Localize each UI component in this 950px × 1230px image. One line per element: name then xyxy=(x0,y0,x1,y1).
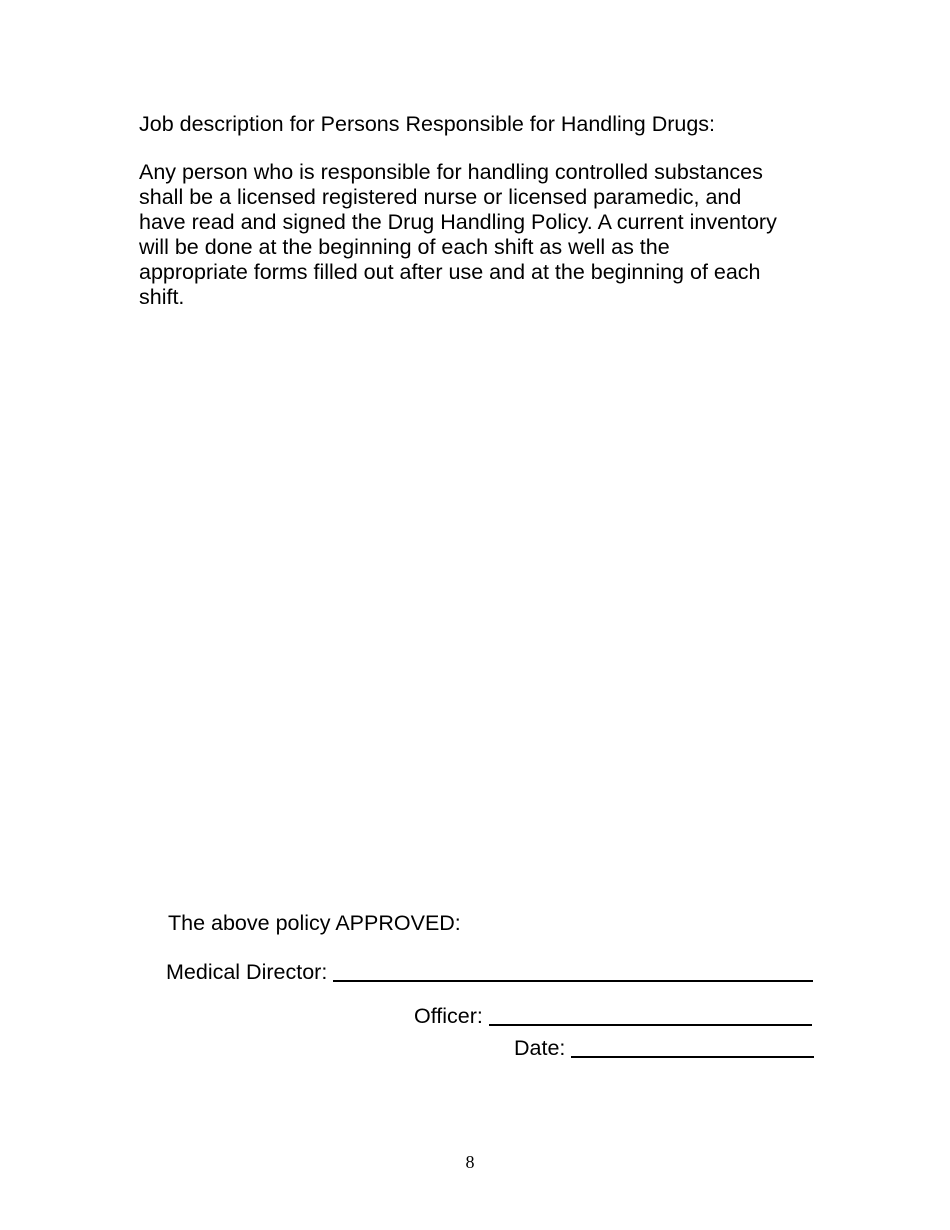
medical-director-signature-line[interactable] xyxy=(333,960,813,982)
officer-signature-line[interactable] xyxy=(489,1004,812,1026)
date-signature-line[interactable] xyxy=(571,1036,814,1058)
approval-statement: The above policy APPROVED: xyxy=(168,911,461,935)
paragraph-line: have read and signed the Drug Handling Policy. A current inventory xyxy=(139,210,777,234)
paragraph-line: shift. xyxy=(139,285,185,309)
paragraph-line: appropriate forms filled out after use and at the beginning of each xyxy=(139,260,761,284)
medical-director-label: Medical Director: xyxy=(166,960,328,984)
officer-label: Officer: xyxy=(414,1004,483,1028)
officer-signature-row xyxy=(414,1002,812,1030)
date-label: Date: xyxy=(514,1036,566,1060)
medical-director-signature-row xyxy=(166,958,813,986)
section-heading: Job description for Persons Responsible for Handling Drugs: xyxy=(139,112,716,136)
date-signature-row xyxy=(514,1034,814,1062)
paragraph-line: Any person who is responsible for handling controlled substances xyxy=(139,160,763,184)
paragraph-line: will be done at the beginning of each shift as well as the xyxy=(139,235,670,259)
page-number: 8 xyxy=(465,1152,475,1172)
body-paragraph xyxy=(139,160,777,310)
paragraph-line: shall be a licensed registered nurse or licensed paramedic, and xyxy=(139,185,742,209)
